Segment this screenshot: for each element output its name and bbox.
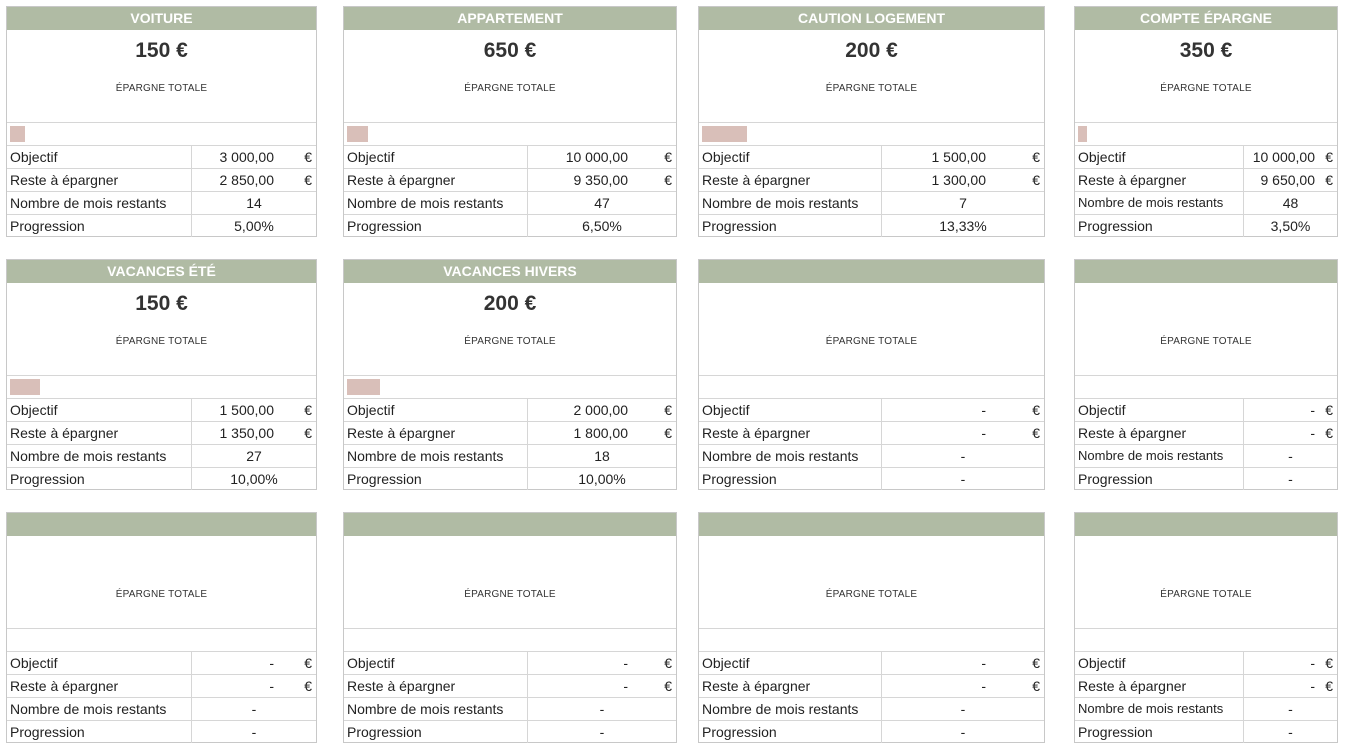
reste-value-cell xyxy=(192,422,316,444)
objectif-label: Objectif xyxy=(699,652,882,674)
row-mois xyxy=(1075,445,1337,468)
progress-bar-fill xyxy=(1078,126,1087,142)
mois-value: - xyxy=(960,701,966,717)
card-title xyxy=(1075,513,1337,536)
total-savings-label: ÉPARGNE TOTALE xyxy=(1160,336,1252,347)
row-reste xyxy=(1075,169,1337,192)
progress-bar xyxy=(7,123,316,146)
progression-value: 13,33% xyxy=(939,218,987,234)
objectif-label: Objectif xyxy=(1075,652,1244,674)
progression-value-cell xyxy=(528,721,676,743)
savings-card xyxy=(698,259,1045,490)
currency-symbol: € xyxy=(304,678,312,694)
progression-value: 6,50% xyxy=(582,218,622,234)
progression-label: Progression xyxy=(344,721,528,743)
card-summary xyxy=(344,30,676,123)
progression-value-cell xyxy=(192,215,316,237)
row-objectif xyxy=(344,399,676,422)
total-savings-amount xyxy=(699,545,1044,571)
card-summary xyxy=(1075,536,1337,629)
total-savings-label: ÉPARGNE TOTALE xyxy=(825,83,918,94)
progress-bar xyxy=(1075,629,1337,652)
row-objectif xyxy=(7,146,316,169)
row-mois xyxy=(699,445,1044,468)
reste-value-cell xyxy=(1244,422,1337,444)
mois-value-cell xyxy=(528,192,676,214)
progression-value: - xyxy=(960,471,966,487)
progress-bar xyxy=(699,376,1044,399)
total-savings-label: ÉPARGNE TOTALE xyxy=(464,336,556,347)
objectif-value: 1 500,00 xyxy=(931,149,986,165)
row-mois xyxy=(7,192,316,215)
row-reste xyxy=(699,422,1044,445)
total-savings-label: ÉPARGNE TOTALE xyxy=(825,589,918,600)
row-objectif xyxy=(344,146,676,169)
progression-value-cell xyxy=(1244,468,1337,490)
objectif-value: - xyxy=(269,655,274,671)
mois-value: 27 xyxy=(246,448,262,464)
mois-label: Nombre de mois restants xyxy=(1075,192,1244,214)
reste-value-cell xyxy=(528,169,676,191)
objectif-value-cell xyxy=(882,652,1044,674)
total-savings-label: ÉPARGNE TOTALE xyxy=(464,83,556,94)
progress-bar xyxy=(344,376,676,399)
objectif-value: 10 000,00 xyxy=(565,149,628,165)
mois-label: Nombre de mois restants xyxy=(699,192,882,214)
objectif-value: 2 000,00 xyxy=(573,402,628,418)
reste-value: 2 850,00 xyxy=(219,172,274,188)
currency-symbol: € xyxy=(304,149,312,165)
objectif-value-cell xyxy=(192,146,316,168)
progression-value: - xyxy=(599,724,605,740)
row-progression xyxy=(344,468,676,490)
mois-label: Nombre de mois restants xyxy=(7,445,192,467)
card-title xyxy=(7,513,316,536)
currency-symbol: € xyxy=(1032,425,1040,441)
progress-bar-fill xyxy=(10,379,40,395)
savings-card xyxy=(6,6,317,237)
card-title: VACANCES ÉTÉ xyxy=(7,260,316,283)
total-savings-label: ÉPARGNE TOTALE xyxy=(115,589,208,600)
savings-card xyxy=(698,512,1045,743)
mois-value: 18 xyxy=(594,448,610,464)
progression-label: Progression xyxy=(7,215,192,237)
currency-symbol: € xyxy=(1325,149,1333,165)
currency-symbol: € xyxy=(1325,678,1333,694)
mois-value: 7 xyxy=(959,195,967,211)
total-savings-label: ÉPARGNE TOTALE xyxy=(115,83,208,94)
objectif-label: Objectif xyxy=(344,652,528,674)
progression-label: Progression xyxy=(7,468,192,490)
mois-value-cell xyxy=(192,445,316,467)
savings-card xyxy=(698,6,1045,237)
mois-label: Nombre de mois restants xyxy=(7,698,192,720)
row-reste xyxy=(1075,422,1337,445)
row-mois xyxy=(699,192,1044,215)
total-savings-label: ÉPARGNE TOTALE xyxy=(1160,83,1252,94)
card-title: VOITURE xyxy=(7,7,316,30)
objectif-value-cell xyxy=(528,399,676,421)
objectif-value-cell xyxy=(528,652,676,674)
progression-value: - xyxy=(251,724,257,740)
objectif-value-cell xyxy=(192,652,316,674)
total-savings-amount: 200 € xyxy=(483,292,537,315)
row-objectif xyxy=(7,652,316,675)
reste-label: Reste à épargner xyxy=(344,675,528,697)
row-progression xyxy=(1075,721,1337,743)
mois-value: - xyxy=(251,701,257,717)
currency-symbol: € xyxy=(1032,149,1040,165)
objectif-value: - xyxy=(623,655,628,671)
total-savings-amount xyxy=(1075,292,1337,318)
currency-symbol: € xyxy=(664,172,672,188)
progression-value: 5,00% xyxy=(234,218,274,234)
mois-value-cell xyxy=(528,698,676,720)
reste-value-cell xyxy=(528,675,676,697)
reste-value-cell xyxy=(528,422,676,444)
objectif-value-cell xyxy=(882,146,1044,168)
total-savings-amount xyxy=(1075,545,1337,571)
currency-symbol: € xyxy=(1325,655,1333,671)
card-summary xyxy=(7,536,316,629)
card-title: COMPTE ÉPARGNE xyxy=(1075,7,1337,30)
progression-label: Progression xyxy=(344,468,528,490)
reste-label: Reste à épargner xyxy=(7,422,192,444)
mois-label: Nombre de mois restants xyxy=(344,698,528,720)
objectif-label: Objectif xyxy=(1075,146,1244,168)
row-reste xyxy=(1075,675,1337,698)
card-title xyxy=(1075,260,1337,283)
progression-value-cell xyxy=(882,721,1044,743)
objectif-value-cell xyxy=(192,399,316,421)
row-progression xyxy=(699,721,1044,743)
currency-symbol: € xyxy=(304,402,312,418)
row-progression xyxy=(344,215,676,237)
progression-value: - xyxy=(960,724,966,740)
progression-label: Progression xyxy=(699,215,882,237)
row-mois xyxy=(1075,698,1337,721)
currency-symbol: € xyxy=(1032,655,1040,671)
progression-label: Progression xyxy=(1075,721,1244,743)
progression-value-cell xyxy=(528,468,676,490)
reste-value-cell xyxy=(1244,169,1337,191)
card-title xyxy=(699,513,1044,536)
reste-label: Reste à épargner xyxy=(699,169,882,191)
currency-symbol: € xyxy=(1032,172,1040,188)
card-summary xyxy=(344,283,676,376)
currency-symbol: € xyxy=(304,655,312,671)
currency-symbol: € xyxy=(664,149,672,165)
progression-value: 3,50% xyxy=(1270,218,1311,234)
row-reste xyxy=(7,422,316,445)
mois-label: Nombre de mois restants xyxy=(344,445,528,467)
reste-value: 9 650,00 xyxy=(1260,172,1315,188)
progression-value: - xyxy=(1288,471,1293,487)
mois-label: Nombre de mois restants xyxy=(344,192,528,214)
row-mois xyxy=(7,698,316,721)
total-savings-label: ÉPARGNE TOTALE xyxy=(115,336,208,347)
progression-value-cell xyxy=(882,215,1044,237)
total-savings-amount xyxy=(699,292,1044,318)
row-mois xyxy=(1075,192,1337,215)
objectif-label: Objectif xyxy=(1075,399,1244,421)
progress-bar xyxy=(7,376,316,399)
progress-bar xyxy=(344,629,676,652)
row-reste xyxy=(344,675,676,698)
total-savings-label: ÉPARGNE TOTALE xyxy=(464,589,556,600)
progress-bar xyxy=(699,629,1044,652)
savings-card xyxy=(1074,512,1338,743)
reste-value-cell xyxy=(882,422,1044,444)
card-summary xyxy=(1075,283,1337,376)
mois-value: - xyxy=(1288,701,1293,717)
mois-value-cell xyxy=(882,445,1044,467)
reste-label: Reste à épargner xyxy=(344,169,528,191)
savings-card xyxy=(343,512,677,743)
card-title: CAUTION LOGEMENT xyxy=(699,7,1044,30)
card-summary xyxy=(7,30,316,123)
reste-value: 1 800,00 xyxy=(573,425,628,441)
row-mois xyxy=(344,192,676,215)
row-progression xyxy=(7,215,316,237)
progression-label: Progression xyxy=(699,721,882,743)
currency-symbol: € xyxy=(1325,172,1333,188)
mois-value-cell xyxy=(528,445,676,467)
objectif-label: Objectif xyxy=(699,146,882,168)
mois-value-cell xyxy=(192,192,316,214)
row-reste xyxy=(7,675,316,698)
row-reste xyxy=(344,169,676,192)
row-progression xyxy=(699,468,1044,490)
row-reste xyxy=(699,675,1044,698)
progress-bar xyxy=(699,123,1044,146)
progression-label: Progression xyxy=(344,215,528,237)
card-summary xyxy=(344,536,676,629)
progress-bar-fill xyxy=(347,126,368,142)
progress-bar-fill xyxy=(347,379,380,395)
total-savings-amount xyxy=(344,545,676,571)
savings-card xyxy=(6,512,317,743)
mois-value-cell xyxy=(1244,192,1337,214)
objectif-value-cell xyxy=(1244,652,1337,674)
row-objectif xyxy=(1075,652,1337,675)
progression-label: Progression xyxy=(699,468,882,490)
mois-label: Nombre de mois restants xyxy=(699,698,882,720)
objectif-value: - xyxy=(1310,402,1315,418)
row-progression xyxy=(1075,215,1337,237)
objectif-label: Objectif xyxy=(344,146,528,168)
currency-symbol: € xyxy=(664,678,672,694)
objectif-label: Objectif xyxy=(7,399,192,421)
reste-value: 1 350,00 xyxy=(219,425,274,441)
mois-value-cell xyxy=(1244,698,1337,720)
reste-value: 1 300,00 xyxy=(931,172,986,188)
reste-label: Reste à épargner xyxy=(1075,169,1244,191)
progression-value-cell xyxy=(1244,721,1337,743)
currency-symbol: € xyxy=(1325,425,1333,441)
row-mois xyxy=(699,698,1044,721)
row-progression xyxy=(7,721,316,743)
mois-label: Nombre de mois restants xyxy=(1075,445,1244,467)
card-summary xyxy=(7,283,316,376)
row-objectif xyxy=(1075,399,1337,422)
total-savings-amount: 200 € xyxy=(845,39,898,62)
currency-symbol: € xyxy=(1325,402,1333,418)
row-objectif xyxy=(344,652,676,675)
reste-value: 9 350,00 xyxy=(573,172,628,188)
reste-value-cell xyxy=(192,169,316,191)
card-summary xyxy=(699,283,1044,376)
row-progression xyxy=(7,468,316,490)
reste-value: - xyxy=(623,678,628,694)
objectif-value-cell xyxy=(1244,399,1337,421)
row-objectif xyxy=(7,399,316,422)
objectif-label: Objectif xyxy=(7,652,192,674)
progression-value-cell xyxy=(1244,215,1337,237)
progression-value-cell xyxy=(528,215,676,237)
currency-symbol: € xyxy=(664,402,672,418)
objectif-value: - xyxy=(1310,655,1315,671)
total-savings-amount: 150 € xyxy=(135,292,188,315)
mois-value: - xyxy=(960,448,966,464)
row-reste xyxy=(699,169,1044,192)
total-savings-amount: 650 € xyxy=(483,39,537,62)
total-savings-label: ÉPARGNE TOTALE xyxy=(1160,589,1252,600)
objectif-label: Objectif xyxy=(7,146,192,168)
objectif-value: 3 000,00 xyxy=(219,149,274,165)
progression-value: - xyxy=(1288,724,1293,740)
reste-label: Reste à épargner xyxy=(7,169,192,191)
reste-label: Reste à épargner xyxy=(699,422,882,444)
card-title: APPARTEMENT xyxy=(344,7,676,30)
card-summary xyxy=(1075,30,1337,123)
mois-value: 14 xyxy=(246,195,262,211)
row-reste xyxy=(344,422,676,445)
reste-value: - xyxy=(1310,425,1315,441)
row-objectif xyxy=(699,652,1044,675)
row-progression xyxy=(1075,468,1337,490)
progression-value: 10,00% xyxy=(230,471,278,487)
row-objectif xyxy=(699,146,1044,169)
objectif-label: Objectif xyxy=(344,399,528,421)
mois-value-cell xyxy=(882,698,1044,720)
savings-card xyxy=(343,6,677,237)
total-savings-amount xyxy=(7,545,316,571)
reste-label: Reste à épargner xyxy=(7,675,192,697)
card-title: VACANCES HIVERS xyxy=(344,260,676,283)
card-title xyxy=(699,260,1044,283)
row-progression xyxy=(699,215,1044,237)
row-mois xyxy=(344,698,676,721)
progression-label: Progression xyxy=(1075,468,1244,490)
row-mois xyxy=(344,445,676,468)
savings-card xyxy=(1074,259,1338,490)
objectif-value-cell xyxy=(528,146,676,168)
progress-bar xyxy=(344,123,676,146)
currency-symbol: € xyxy=(1032,402,1040,418)
mois-value-cell xyxy=(882,192,1044,214)
objectif-value-cell xyxy=(1244,146,1337,168)
currency-symbol: € xyxy=(664,425,672,441)
reste-value-cell xyxy=(882,169,1044,191)
reste-value-cell xyxy=(1244,675,1337,697)
card-summary xyxy=(699,30,1044,123)
total-savings-amount: 150 € xyxy=(135,39,188,62)
row-objectif xyxy=(699,399,1044,422)
reste-value: - xyxy=(269,678,274,694)
objectif-value: 10 000,00 xyxy=(1252,149,1315,165)
progression-label: Progression xyxy=(7,721,192,743)
savings-card xyxy=(1074,6,1338,237)
reste-value: - xyxy=(1310,678,1315,694)
mois-label: Nombre de mois restants xyxy=(699,445,882,467)
mois-value: - xyxy=(599,701,605,717)
progression-value: 10,00% xyxy=(578,471,626,487)
row-reste xyxy=(7,169,316,192)
reste-label: Reste à épargner xyxy=(344,422,528,444)
progression-value-cell xyxy=(192,721,316,743)
progress-bar-fill xyxy=(10,126,25,142)
currency-symbol: € xyxy=(304,172,312,188)
progress-bar xyxy=(1075,376,1337,399)
progress-bar-fill xyxy=(702,126,747,142)
progression-value-cell xyxy=(192,468,316,490)
progress-bar xyxy=(1075,123,1337,146)
card-summary xyxy=(699,536,1044,629)
card-title xyxy=(344,513,676,536)
mois-value: - xyxy=(1288,448,1293,464)
mois-label: Nombre de mois restants xyxy=(1075,698,1244,720)
mois-value-cell xyxy=(1244,445,1337,467)
objectif-value: 1 500,00 xyxy=(219,402,274,418)
progression-value-cell xyxy=(882,468,1044,490)
savings-card xyxy=(343,259,677,490)
reste-label: Reste à épargner xyxy=(699,675,882,697)
objectif-value-cell xyxy=(882,399,1044,421)
currency-symbol: € xyxy=(1032,678,1040,694)
progress-bar xyxy=(7,629,316,652)
currency-symbol: € xyxy=(664,655,672,671)
mois-label: Nombre de mois restants xyxy=(7,192,192,214)
reste-value-cell xyxy=(192,675,316,697)
reste-value: - xyxy=(981,678,986,694)
currency-symbol: € xyxy=(304,425,312,441)
row-mois xyxy=(7,445,316,468)
savings-card xyxy=(6,259,317,490)
mois-value: 48 xyxy=(1282,195,1299,211)
reste-value: - xyxy=(981,425,986,441)
mois-value: 47 xyxy=(594,195,610,211)
row-objectif xyxy=(1075,146,1337,169)
objectif-label: Objectif xyxy=(699,399,882,421)
progression-label: Progression xyxy=(1075,215,1244,237)
total-savings-amount: 350 € xyxy=(1179,39,1233,62)
mois-value-cell xyxy=(192,698,316,720)
reste-label: Reste à épargner xyxy=(1075,675,1244,697)
total-savings-label: ÉPARGNE TOTALE xyxy=(825,336,918,347)
objectif-value: - xyxy=(981,655,986,671)
row-progression xyxy=(344,721,676,743)
objectif-value: - xyxy=(981,402,986,418)
reste-label: Reste à épargner xyxy=(1075,422,1244,444)
reste-value-cell xyxy=(882,675,1044,697)
